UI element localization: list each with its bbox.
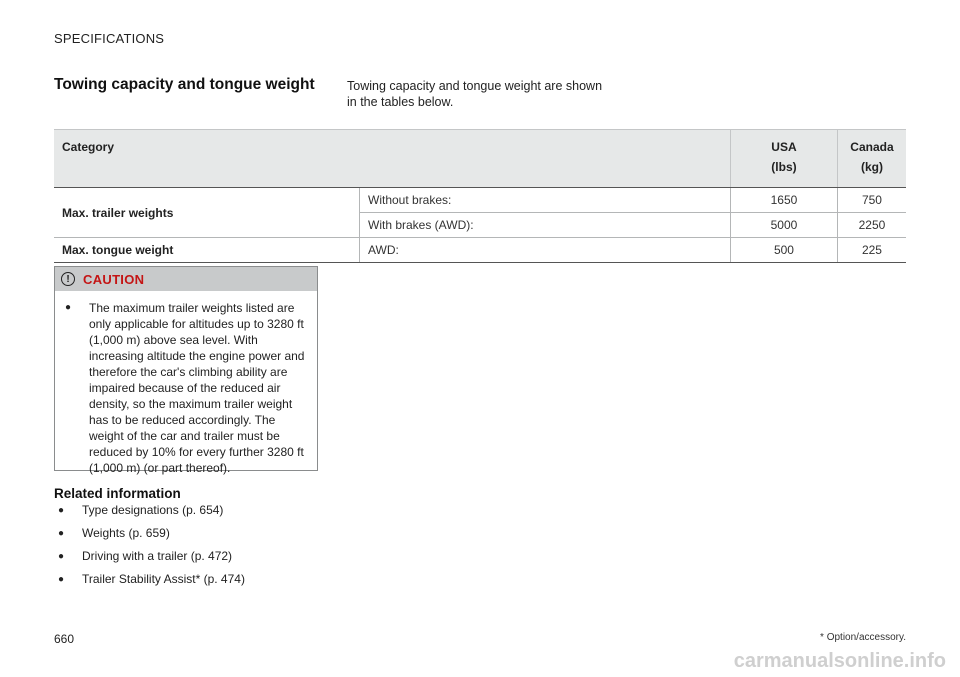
header-category [54, 130, 730, 188]
row-condition: With brakes (AWD): [360, 213, 731, 238]
header-canada-unit: (kg) [860, 160, 883, 174]
related-info-list [56, 503, 245, 595]
list-item[interactable] [56, 503, 245, 519]
watermark: carmanualsonline.info [733, 650, 946, 672]
caution-title: CAUTION [83, 271, 145, 287]
row-category: Max. trailer weights [54, 188, 360, 238]
bullet-icon: ● [58, 505, 65, 516]
intro-text: Towing capacity and tongue weight are shown in the tables below. [347, 79, 603, 109]
header-usa-label: USA [771, 140, 797, 154]
towing-capacity-table [54, 129, 906, 263]
row-canada-value: 2250 [837, 213, 906, 238]
caution-text: The maximum trailer weights listed are only applicable for altitudes up to 3280 ft (1,000 m) above sea level. With increasing altitude the engine power and therefore the car's climbing ability are impaired because of the reduced air density, so the maximum trailer weight has to be reduced accordingly. The weight of the car and trailer must be reduced by 10% for every further 3280 ft (1,000 m) (or part thereof). [89, 301, 305, 475]
header-usa [730, 130, 837, 188]
page-heading: Towing capacity and tongue weight [54, 76, 315, 93]
bullet-icon: ● [58, 528, 65, 539]
table-row [54, 238, 906, 263]
list-item[interactable] [56, 526, 245, 542]
page-number: 660 [54, 632, 75, 646]
header-canada [837, 130, 906, 188]
row-condition: AWD: [360, 238, 731, 263]
row-usa-value: 500 [730, 238, 837, 263]
related-link[interactable]: Weights (p. 659) [82, 526, 170, 540]
section-label: SPECIFICATIONS [54, 31, 165, 46]
row-usa-value: 1650 [730, 188, 837, 213]
caution-body [55, 291, 317, 476]
bullet-icon: ● [65, 302, 72, 313]
bullet-icon: ● [58, 574, 65, 585]
table-row [54, 188, 906, 213]
row-canada-value: 750 [837, 188, 906, 213]
related-link[interactable]: Driving with a trailer (p. 472) [82, 549, 233, 563]
table-header-row [54, 130, 906, 188]
exclamation-circle-icon: ! [61, 272, 75, 286]
bullet-icon: ● [58, 551, 65, 562]
row-condition: Without brakes: [360, 188, 731, 213]
caution-header [55, 267, 317, 291]
caution-box [54, 266, 318, 475]
header-canada-label: Canada [850, 140, 894, 154]
related-link[interactable]: Type designations (p. 654) [82, 503, 224, 517]
related-info-title: Related information [54, 486, 181, 501]
header-usa-unit: (lbs) [771, 160, 797, 174]
row-canada-value: 225 [837, 238, 906, 263]
related-link[interactable]: Trailer Stability Assist* (p. 474) [82, 572, 245, 586]
header-category-label: Category [62, 140, 115, 154]
list-item[interactable] [56, 549, 245, 565]
row-category: Max. tongue weight [54, 238, 360, 263]
list-item[interactable] [56, 572, 245, 588]
row-usa-value: 5000 [730, 213, 837, 238]
footnote: * Option/accessory. [820, 632, 906, 643]
